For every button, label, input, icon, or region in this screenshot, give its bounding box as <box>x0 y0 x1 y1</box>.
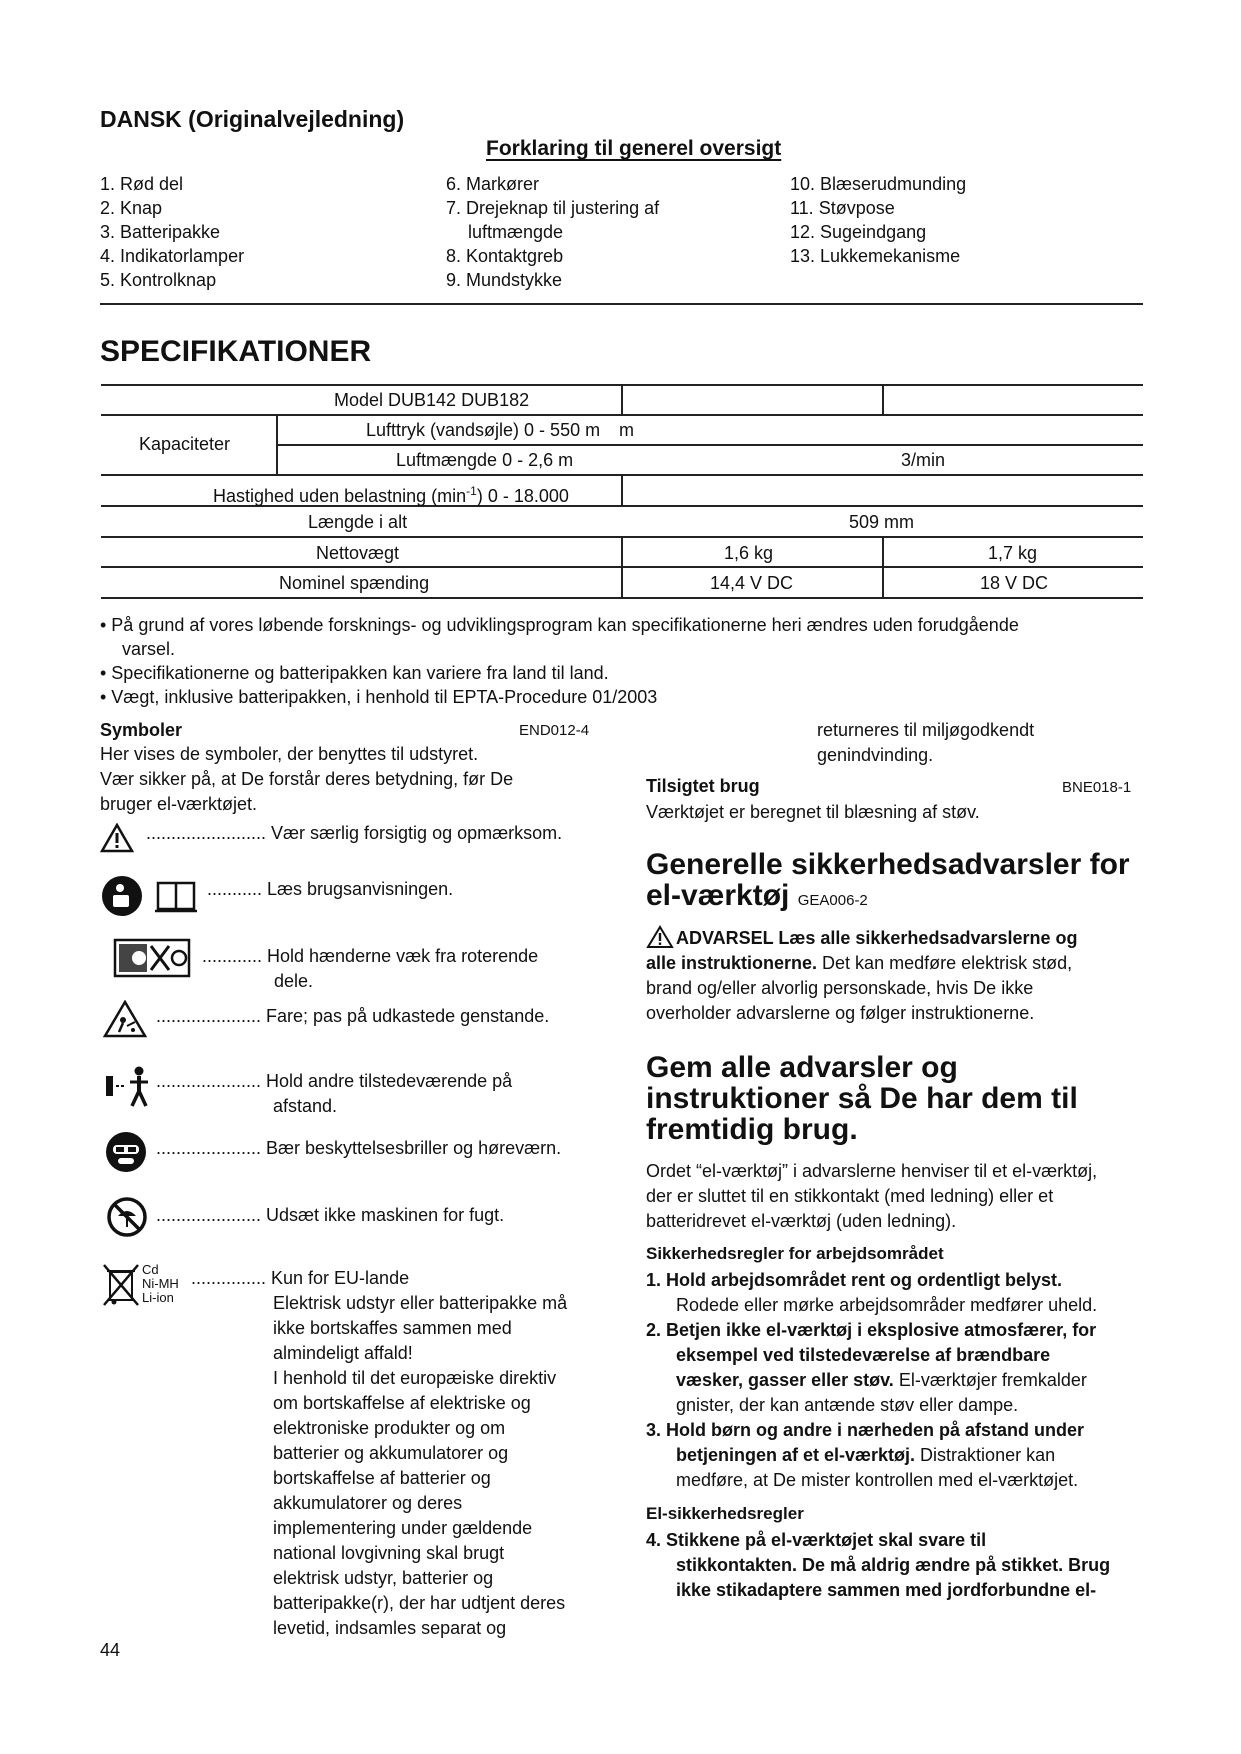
rule-line: medføre, at De mister kontrollen med el-værktøjet. <box>676 1470 1079 1490</box>
symbol-rotating-parts-line: ............ Hold hænderne væk fra roterende <box>202 946 539 966</box>
eu-line: elektrisk udstyr, batterier og <box>273 1568 494 1588</box>
eu-line: Elektrisk udstyr eller batteripakke må <box>273 1293 568 1313</box>
work-area-rules <box>646 1268 1097 1493</box>
rule-line: ikke stikadaptere sammen med jordforbundne el- <box>676 1580 1097 1600</box>
symbol-read-manual-text: ........... Læs brugsanvisningen. <box>207 879 454 899</box>
specifications-table <box>101 384 1143 601</box>
overview-column-3 <box>790 172 966 268</box>
rule-line: eksempel ved tilstedeværelse af brændbare <box>676 1345 1051 1365</box>
eu-disposal-text <box>273 1291 567 1641</box>
spec-speed-text: Hastighed uden belastning (min <box>213 486 467 506</box>
intro-line: Her vises de symboler, der benyttes til udstyret. <box>100 744 479 764</box>
spec-speed-value: ) 0 - 18.000 <box>476 486 569 506</box>
overview-item: luftmængde <box>468 222 564 242</box>
symbol-rotating-parts-line: dele. <box>274 971 314 991</box>
eu-disposal-text-continued <box>817 718 1034 768</box>
overview-column-1 <box>100 172 244 292</box>
spec-weight-dub182: 1,7 kg <box>988 543 1038 563</box>
general-safety-title <box>646 849 1130 916</box>
spec-voltage-dub142: 14,4 V DC <box>710 573 794 593</box>
rule-bold-text: væsker, gasser eller støv. <box>676 1370 894 1390</box>
save-text-line: batteridrevet el-værktøj (uden ledning). <box>646 1211 957 1231</box>
warning-triangle-icon <box>100 823 134 853</box>
battery-label: Li-ion <box>142 1290 174 1305</box>
intended-use-text: Værktøjet er beregnet til blæsning af støv. <box>646 802 980 822</box>
specifications-title: SPECIFIKATIONER <box>100 335 372 368</box>
save-text-line: der er sluttet til en stikkontakt (med ledning) eller et <box>646 1186 1054 1206</box>
eu-line: returneres til miljøgodkendt <box>817 720 1035 740</box>
intro-line: bruger el-værktøjet. <box>100 794 258 814</box>
rule-text: Distraktioner kan <box>915 1445 1056 1465</box>
warning-line: brand og/eller alvorlig personskade, hvis De ikke <box>646 978 1034 998</box>
table-rule <box>276 444 1143 446</box>
keep-hands-away-icon <box>113 938 191 978</box>
save-title-line: instruktioner så De har dem til <box>646 1082 1078 1115</box>
table-rule <box>101 414 1143 416</box>
eu-line: akkumulatorer og deres <box>273 1493 463 1513</box>
overview-item: 6. Markører <box>446 174 540 194</box>
eu-line: ikke bortskaffes sammen med <box>273 1318 512 1338</box>
table-rule <box>621 536 623 597</box>
rule-text: El-værktøjer fremkalder <box>893 1370 1087 1390</box>
rule-line: 1. Hold arbejdsområdet rent og ordentligt belyst. <box>646 1270 1063 1290</box>
rule-line <box>646 1443 1097 1468</box>
intended-use-code: BNE018-1 <box>1062 779 1132 796</box>
spec-air-volume-unit: 3/min <box>901 450 946 470</box>
overview-item: 9. Mundstykke <box>446 270 563 290</box>
symbol-caution-text: ........................ Vær særlig forsigtig og opmærksom. <box>146 823 563 843</box>
symbol-rotating-parts-text <box>202 944 538 994</box>
table-rule <box>621 474 623 505</box>
table-rule <box>621 384 623 414</box>
symbols-heading: Symboler <box>100 720 183 740</box>
read-manual-icon <box>100 873 200 919</box>
rule-line: 4. Stikkene på el-værktøjet skal svare til <box>646 1530 987 1550</box>
intro-line: Vær sikker på, at De forstår deres betydning, før De <box>100 769 514 789</box>
spec-voltage-dub182: 18 V DC <box>980 573 1049 593</box>
eu-line: national lovgivning skal brugt <box>273 1543 505 1563</box>
battery-type-labels <box>142 1263 179 1305</box>
symbol-protection-text: ..................... Bær beskyttelsesbriller og høreværn. <box>156 1138 562 1158</box>
intended-use-heading: Tilsigtet brug <box>646 776 760 796</box>
spec-length-value: 509 mm <box>849 512 915 532</box>
overview-item: 11. Støvpose <box>790 198 895 218</box>
section-divider <box>100 303 1143 305</box>
save-text-line: Ordet “el-værktøj” i advarslerne henviser til et el-værktøj, <box>646 1161 1098 1181</box>
overview-item: 10. Blæserudmunding <box>790 174 967 194</box>
symbol-flying-objects-text: ..................... Fare; pas på udkastede genstande. <box>156 1006 550 1026</box>
work-area-heading: Sikkerhedsregler for arbejdsområdet <box>646 1244 944 1263</box>
table-rule <box>882 384 884 414</box>
spec-air-volume: Luftmængde 0 - 2,6 m <box>396 450 574 470</box>
page-number: 44 <box>100 1640 121 1660</box>
rule-line: gnister, der kan antænde støv eller dampe. <box>676 1395 1019 1415</box>
spec-air-pressure-tail: m <box>619 420 634 440</box>
note-item: • Vægt, inklusive batteripakken, i henhold til EPTA-Procedure 01/2003 <box>100 687 658 707</box>
overview-item: 7. Drejeknap til justering af <box>446 198 660 218</box>
spec-weight-dub142: 1,6 kg <box>724 543 774 563</box>
save-warnings-text <box>646 1159 1097 1234</box>
eu-line: om bortskaffelse af elektriske og <box>273 1393 531 1413</box>
overview-column-2 <box>446 172 659 292</box>
spec-length-label: Længde i alt <box>308 512 408 532</box>
document-language-title: DANSK (Originalvejledning) <box>100 106 405 132</box>
table-rule <box>276 414 278 474</box>
spec-model-label: Model DUB142 DUB182 <box>334 390 530 410</box>
overview-item: 3. Batteripakke <box>100 222 221 242</box>
rule-line: stikkontakten. De må aldrig ændre på stikket. Brug <box>676 1555 1111 1575</box>
overview-item: 12. Sugeindgang <box>790 222 927 242</box>
overview-item: 4. Indikatorlamper <box>100 246 245 266</box>
eye-ear-protection-icon <box>104 1130 148 1174</box>
symbol-eu-text: ............... Kun for EU-lande <box>191 1268 410 1288</box>
rule-line: 2. Betjen ikke el-værktøj i eksplosive atmosfærer, for <box>646 1320 1097 1340</box>
eu-line: elektroniske produkter og om <box>273 1418 506 1438</box>
symbol-moisture-text: ..................... Udsæt ikke maskinen for fugt. <box>156 1205 505 1225</box>
symbol-bystanders-text <box>156 1069 512 1119</box>
table-rule <box>101 597 1143 599</box>
note-item: • Specifikationerne og batteripakken kan variere fra land til land. <box>100 663 609 683</box>
eu-line: bortskaffelse af batterier og <box>273 1468 491 1488</box>
eu-line: genindvinding. <box>817 745 934 765</box>
spec-voltage-label: Nominel spænding <box>279 573 430 593</box>
note-item-continued: varsel. <box>122 639 176 659</box>
rule-line <box>646 1368 1097 1393</box>
overview-item: 5. Kontrolknap <box>100 270 217 290</box>
specification-notes <box>100 613 1140 709</box>
eu-line: almindeligt affald! <box>273 1343 413 1363</box>
spec-weight-label: Nettovægt <box>316 543 400 563</box>
no-moisture-icon <box>106 1196 148 1238</box>
save-title-line: Gem alle advarsler og <box>646 1051 958 1084</box>
general-safety-title-line <box>646 880 1130 916</box>
eu-line: I henhold til det europæiske direktiv <box>273 1368 557 1388</box>
symbol-bystanders-line: ..................... Hold andre tilstedeværende på <box>156 1071 513 1091</box>
electric-safety-heading: El-sikkerhedsregler <box>646 1504 804 1523</box>
warning-line: ADVARSEL Læs alle sikkerhedsadvarslerne og <box>676 928 1078 948</box>
general-safety-title-line: Generelle sikkerhedsadvarsler for <box>646 848 1130 881</box>
overview-title: Forklaring til generel oversigt <box>486 137 782 160</box>
spec-capacities-label: Kapaciteter <box>139 434 231 454</box>
rule-line: 3. Hold børn og andre i nærheden på afstand under <box>646 1420 1085 1440</box>
electric-safety-rules <box>646 1528 1110 1603</box>
warning-line: overholder advarslerne og følger instruktionerne. <box>646 1003 1035 1023</box>
general-safety-warning <box>646 926 1078 1026</box>
overview-item: 1. Rød del <box>100 174 184 194</box>
symbols-intro <box>100 742 513 817</box>
save-title-line: fremtidig brug. <box>646 1113 858 1146</box>
eu-line: implementering under gældende <box>273 1518 533 1538</box>
overview-item: 2. Knap <box>100 198 163 218</box>
table-rule <box>882 536 884 597</box>
spec-speed-superscript: -1 <box>466 484 477 498</box>
general-safety-title-word: el-værktøj <box>646 879 790 912</box>
overview-item: 8. Kontaktgreb <box>446 246 564 266</box>
warning-bold-text: alle instruktionerne. <box>646 953 818 973</box>
rule-bold-text: betjeningen af et el-værktøj. <box>676 1445 916 1465</box>
save-warnings-title <box>646 1052 1078 1145</box>
overview-item: 13. Lukkemekanisme <box>790 246 961 266</box>
battery-label: Cd <box>142 1262 159 1277</box>
symbols-code: END012-4 <box>519 722 590 739</box>
warning-line <box>646 951 1078 976</box>
weee-crossed-bin-icon <box>101 1262 141 1308</box>
note-item: • På grund af vores løbende forsknings- og udviklingsprogram kan specifikationerne heri ændres uden forudgående <box>100 615 1019 635</box>
warning-text: Det kan medføre elektrisk stød, <box>817 953 1073 973</box>
flying-objects-icon <box>103 1000 147 1038</box>
spec-speed-label <box>213 480 569 507</box>
battery-label: Ni-MH <box>142 1276 179 1291</box>
eu-line: levetid, indsamles separat og <box>273 1618 507 1638</box>
spec-air-pressure: Lufttryk (vandsøjle) 0 - 550 m <box>366 420 601 440</box>
symbol-bystanders-line: afstand. <box>273 1096 338 1116</box>
keep-bystanders-away-icon <box>104 1064 152 1108</box>
rule-line: Rodede eller mørke arbejdsområder medfører uheld. <box>676 1295 1098 1315</box>
general-safety-code: GEA006-2 <box>797 892 868 909</box>
eu-line: batteripakke(r), der har udtjent deres <box>273 1593 566 1613</box>
eu-line: batterier og akkumulatorer og <box>273 1443 509 1463</box>
